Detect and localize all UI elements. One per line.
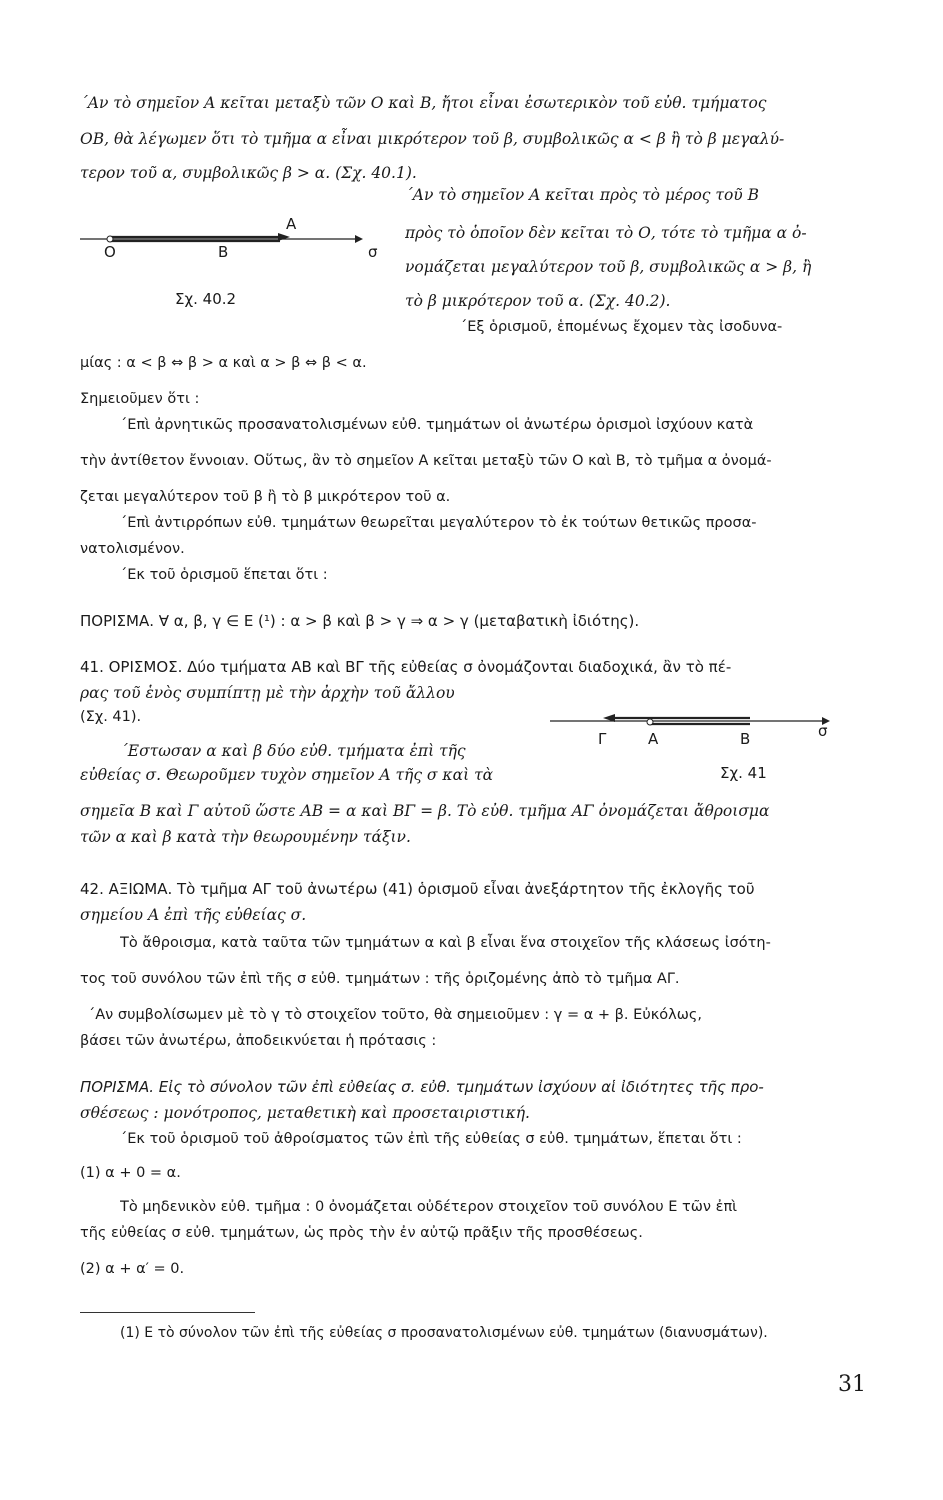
text-line-14: ΄Επὶ ἀντιρρόπων εὐθ. τμημάτων θεωρεῖται μεγαλύτερον τὸ ἐκ τούτων θετικῶς προσα-: [120, 515, 757, 531]
equation-1: (1) α + 0 = α.: [80, 1165, 181, 1181]
fig40-2-caption: Σχ. 40.2: [175, 290, 237, 308]
text-line-31: σθέσεως : μονότροπος, μεταθετικὴ καὶ προσεταιριστική.: [80, 1104, 530, 1122]
point-o: [107, 236, 113, 242]
text-line-35: τῆς εὐθείας σ εὐθ. τμημάτων, ὡς πρὸς τὴν ἐν αὐτῷ πρᾶξιν τῆς προσθέσεως.: [80, 1225, 643, 1241]
text-line-11: ΄Επὶ ἀρνητικῶς προσανατολισμένων εὐθ. τμημάτων οἱ ἀνωτέρω ὁρισμοὶ ἰσχύουν κατὰ: [120, 417, 754, 433]
text-line-15: νατολισμένον.: [80, 541, 185, 557]
text-line-34: Τὸ μηδενικὸν εὐθ. τμῆμα : 0 ὀνομάζεται οὐδέτερον στοιχεῖον τοῦ συνόλου Ε τῶν ἐπὶ: [120, 1199, 738, 1215]
text-line-26: Τὸ ἄθροισμα, κατὰ ταῦτα τῶν τμημάτων α καὶ β εἶναι ἕνα στοιχεῖον τῆς κλάσεως ἰσότη-: [120, 935, 771, 951]
text-line-29: βάσει τῶν ἀνωτέρω, ἀποδεικνύεται ἡ πρότασις :: [80, 1033, 437, 1049]
text-line-22: σημεῖα Β καὶ Γ αὐτοῦ ὥστε ΑΒ = α καὶ ΒΓ = β. Τὸ εὐθ. τμῆμα ΑΓ ὀνομάζεται ἄθροισμα: [80, 802, 770, 820]
axiom-42: 42. ΑΞΙΩΜΑ. Τὸ τμῆμα ΑΓ τοῦ ἀνωτέρω (41) ὁρισμοῦ εἶναι ἀνεξάρτητον τῆς ἐκλογῆς τοῦ: [80, 880, 755, 898]
text-line-18: ρας τοῦ ἑνὸς συμπίπτῃ μὲ τὴν ἀρχὴν τοῦ ἄλλου: [80, 684, 455, 702]
figure-41: [550, 705, 840, 745]
text-line-27: τος τοῦ συνόλου τῶν ἐπὶ τῆς σ εὐθ. τμημάτων : τῆς ὁριζομένης ἀπὸ τὸ τμῆμα ΑΓ.: [80, 971, 680, 987]
text-line-32: ΄Εκ τοῦ ὁρισμοῦ τοῦ ἀθροίσματος τῶν ἐπὶ τῆς εὐθείας σ εὐθ. τμημάτων, ἕπεται ὅτι :: [120, 1131, 742, 1147]
footnote: (1) Ε τὸ σύνολον τῶν ἐπὶ τῆς εὐθείας σ προσανατολισμένων εὐθ. τμημάτων (διανυσμάτων).: [120, 1325, 768, 1341]
text-line-12: τὴν ἀντίθετον ἔννοιαν. Οὕτως, ἂν τὸ σημεῖον Α κεῖται μεταξὺ τῶν Ο καὶ Β, τὸ τμῆμα α ὀνομά-: [80, 453, 772, 469]
equation-2: (2) α + α′ = 0.: [80, 1261, 185, 1277]
page-number: 31: [838, 1372, 866, 1397]
fig41-label-a: Α: [648, 730, 659, 748]
fig41-label-g: Γ: [598, 730, 607, 748]
fig40-2-label-a: Α: [286, 215, 297, 233]
text-line-8: ΄Εξ ὁρισμοῦ, ἑπομένως ἔχομεν τὰς ἰσοδυνα-: [460, 319, 783, 335]
fig41-caption: Σχ. 41: [720, 764, 767, 782]
text-line-20: ΄Εστωσαν α καὶ β δύο εὐθ. τμήματα ἐπὶ τῆς: [120, 742, 466, 760]
text-line-28: ΄Αν συμβολίσωμεν μὲ τὸ γ τὸ στοιχεῖον τοῦτο, θὰ σημειοῦμεν : γ = α + β. Εὐκόλως,: [88, 1007, 702, 1023]
text-line-1: ΄Αν τὸ σημεῖον Α κεῖται μεταξὺ τῶν Ο καὶ Β, ἤτοι εἶναι ἐσωτερικὸν τοῦ εὐθ. τμήματος: [80, 94, 767, 112]
text-line-10: Σημειοῦμεν ὅτι :: [80, 391, 200, 407]
text-line-3: τερον τοῦ α, συμβολικῶς β > α. (Σχ. 40.1).: [80, 164, 417, 182]
text-line-2: ΟΒ, θὰ λέγωμεν ὅτι τὸ τμῆμα α εἶναι μικρότερον τοῦ β, συμβολικῶς α < β ἢ τὸ β μεγαλύ-: [80, 130, 785, 148]
text-line-5: πρὸς τὸ ὁποῖον δὲν κεῖται τὸ Ο, τότε τὸ τμῆμα α ὀ-: [405, 224, 807, 242]
fig41-label-b: Β: [740, 730, 751, 748]
figure-arrowhead: [355, 235, 363, 243]
text-line-4: ΄Αν τὸ σημεῖον Α κεῖται πρὸς τὸ μέρος τοῦ Β: [405, 186, 760, 204]
text-line-16: ΄Εκ τοῦ ὁρισμοῦ ἕπεται ὅτι :: [120, 567, 328, 583]
text-line-13: ζεται μεγαλύτερον τοῦ β ἢ τὸ β μικρότερον τοῦ α.: [80, 489, 451, 505]
corollary-2: ΠΟΡΙΣΜΑ. Εἰς τὸ σύνολον τῶν ἐπὶ εὐθείας σ. εὐθ. τμημάτων ἰσχύουν αἱ ἰδιότητες τῆς προ-: [80, 1078, 764, 1096]
text-line-7: τὸ β μικρότερον τοῦ α. (Σχ. 40.2).: [405, 292, 671, 310]
definition-41: 41. ΟΡΙΣΜΟΣ. Δύο τμήματα ΑΒ καὶ ΒΓ τῆς εὐθείας σ ὀνομάζονται διαδοχικά, ἂν τὸ πέ-: [80, 658, 732, 676]
text-line-9: μίας : α < β ⇔ β > α καὶ α > β ⇔ β < α.: [80, 355, 367, 371]
text-line-19: (Σχ. 41).: [80, 709, 142, 725]
footnote-rule: [80, 1312, 255, 1313]
segment-arrowhead: [278, 233, 290, 241]
point-a: [647, 719, 653, 725]
figure-40-2: [80, 215, 390, 275]
fig41-label-sigma: σ: [818, 722, 828, 740]
fig40-2-label-b: Β: [218, 243, 229, 261]
text-line-25: σημείου Α ἐπὶ τῆς εὐθείας σ.: [80, 906, 307, 924]
text-line-23: τῶν α καὶ β κατὰ τὴν θεωρουμένην τάξιν.: [80, 828, 411, 846]
corollary-1: ΠΟΡΙΣΜΑ. ∀ α, β, γ ∈ Ε (¹) : α > β καὶ β > γ ⇒ α > γ (μεταβατικὴ ἰδιότης).: [80, 612, 640, 630]
text-line-21: εὐθείας σ. Θεωροῦμεν τυχὸν σημεῖον Α τῆς σ καὶ τὰ: [80, 766, 494, 784]
fig40-2-label-sigma: σ: [368, 243, 378, 261]
fig40-2-label-o: Ο: [104, 243, 116, 261]
text-line-6: νομάζεται μεγαλύτερον τοῦ β, συμβολικῶς α > β, ἢ: [405, 258, 812, 276]
